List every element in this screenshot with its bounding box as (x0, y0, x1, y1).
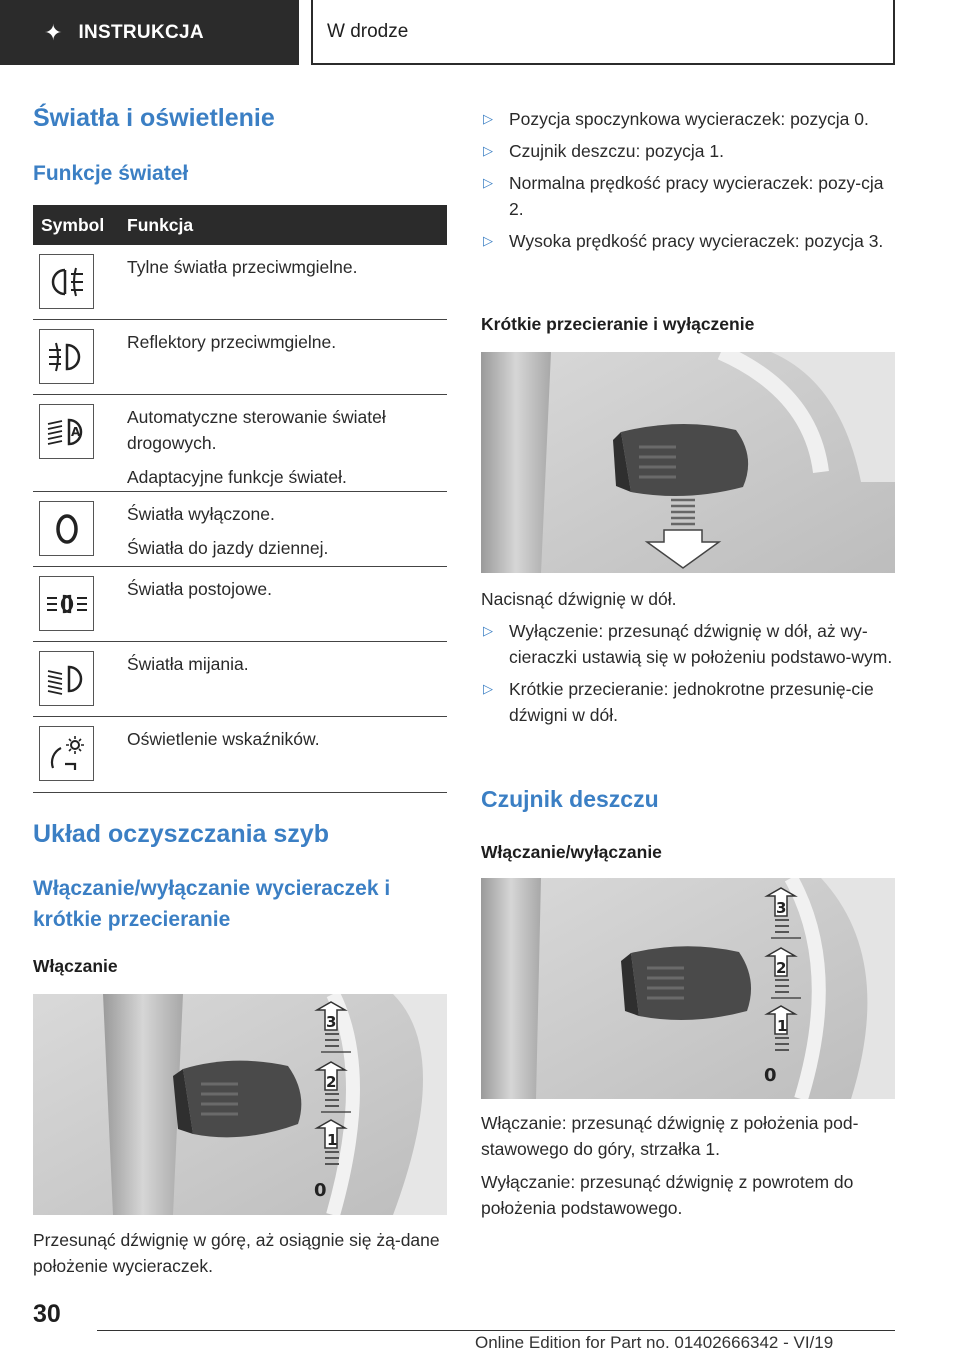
function-text: Oświetlenie wskaźników. (127, 729, 320, 749)
table-row (33, 567, 447, 642)
function-text: Reflektory przeciwmgielne. (127, 332, 337, 352)
list-item: ▷ Czujnik deszczu: pozycja 1. (481, 138, 895, 164)
front-fog-light-icon (39, 329, 94, 384)
table-header (33, 205, 447, 245)
lever-up-caption: Przesunąć dźwignię w górę, aż osiągnie się żą-dane położenie wycieraczek. (33, 1230, 440, 1276)
bullet-icon: ▷ (483, 681, 493, 696)
position-0-label: 0 (314, 1180, 327, 1201)
short-wipe-caption: Nacisnąć dźwignię w dół. (481, 589, 677, 609)
parking-light-icon (39, 576, 94, 631)
edition-note: Online Edition for Part no. 01402666342 - VI/19 (475, 1333, 834, 1352)
wiper-system-heading: Układ oczyszczania szyb (33, 820, 329, 848)
rain-sensor-on-text: Włączanie: przesunąć dźwignię z położenia pod-stawowego do góry, strzałka 1. (481, 1113, 859, 1159)
position-3-label: 3 (776, 899, 787, 917)
light-functions-table (33, 205, 447, 793)
position-1-label: 1 (777, 1017, 788, 1035)
svg-text:A: A (70, 424, 80, 439)
function-text: Adaptacyjne funkcje świateł. (127, 467, 347, 487)
short-wipe-heading: Krótkie przecieranie i wyłączenie (481, 314, 755, 334)
rain-sensor-heading: Czujnik deszczu (481, 786, 659, 812)
list-item: ▷ Krótkie przecieranie: jednokrotne przesunię-cie dźwigni w dół. (481, 676, 895, 728)
wiper-positions-list (481, 106, 895, 260)
manual-tab[interactable] (0, 0, 299, 65)
rain-sensor-off-text: Wyłączanie: przesunąć dźwignię z powrotem do położenia podstawowego. (481, 1172, 854, 1218)
list-item: ▷ Wyłączenie: przesunąć dźwignię w dół, aż wy-cieraczki ustawią się w położeniu podstawo-wym. (481, 618, 895, 670)
page-number: 30 (33, 1300, 61, 1328)
low-beam-icon (39, 651, 94, 706)
auto-headlight-icon (39, 404, 94, 459)
rain-sensor-switch-heading: Włączanie/wyłączanie (481, 842, 662, 862)
switch-on-heading: Włączanie (33, 956, 118, 976)
bullet-icon: ▷ (483, 623, 493, 638)
short-wipe-list (481, 618, 895, 734)
function-column-header: Funkcja (127, 214, 194, 235)
wiper-lever-up-illustration (33, 994, 447, 1215)
position-1-label: 1 (327, 1131, 338, 1149)
bullet-icon: ▷ (483, 233, 493, 248)
bullet-icon: ▷ (483, 111, 493, 126)
function-text: Światła wyłączone. (127, 504, 275, 524)
manual-tab-label: INSTRUKCJA (78, 21, 204, 43)
function-text: Tylne światła przeciwmgielne. (127, 257, 358, 277)
table-row (33, 492, 447, 567)
instrument-lighting-icon (39, 726, 94, 781)
section-header (311, 0, 895, 65)
footer-divider (97, 1330, 895, 1331)
function-text: Automatyczne sterowanie świateł drogowych. (127, 407, 386, 453)
bmw-star-icon: ✦ (44, 19, 63, 45)
position-2-label: 2 (776, 959, 787, 977)
rear-fog-light-icon (39, 254, 94, 309)
wiper-switch-heading: Włączanie/wyłączanie wycieraczek i krótkie przecieranie (33, 877, 391, 931)
section-title: W drodze (327, 20, 409, 42)
bullet-icon: ▷ (483, 175, 493, 190)
function-text: Światła mijania. (127, 654, 249, 674)
table-row (33, 717, 447, 793)
list-item: ▷ Pozycja spoczynkowa wycieraczek: pozycja 0. (481, 106, 895, 132)
list-item: ▷ Normalna prędkość pracy wycieraczek: pozy-cja 2. (481, 170, 895, 222)
light-functions-heading: Funkcje świateł (33, 162, 189, 185)
bullet-icon: ▷ (483, 143, 493, 158)
rain-sensor-lever-illustration (481, 878, 895, 1099)
position-3-label: 3 (326, 1013, 337, 1031)
list-item: ▷ Wysoka prędkość pracy wycieraczek: pozycja 3. (481, 228, 895, 254)
lights-off-icon (39, 501, 94, 556)
table-row (33, 395, 447, 492)
table-row (33, 642, 447, 717)
table-row (33, 245, 447, 320)
function-text: Światła postojowe. (127, 579, 272, 599)
symbol-column-header: Symbol (41, 214, 105, 235)
position-0-label: 0 (764, 1065, 777, 1086)
function-text: Światła do jazdy dziennej. (127, 538, 329, 558)
position-2-label: 2 (326, 1073, 337, 1091)
page-title: Światła i oświetlenie (33, 104, 275, 132)
table-row (33, 320, 447, 395)
wiper-lever-down-illustration (481, 352, 895, 573)
